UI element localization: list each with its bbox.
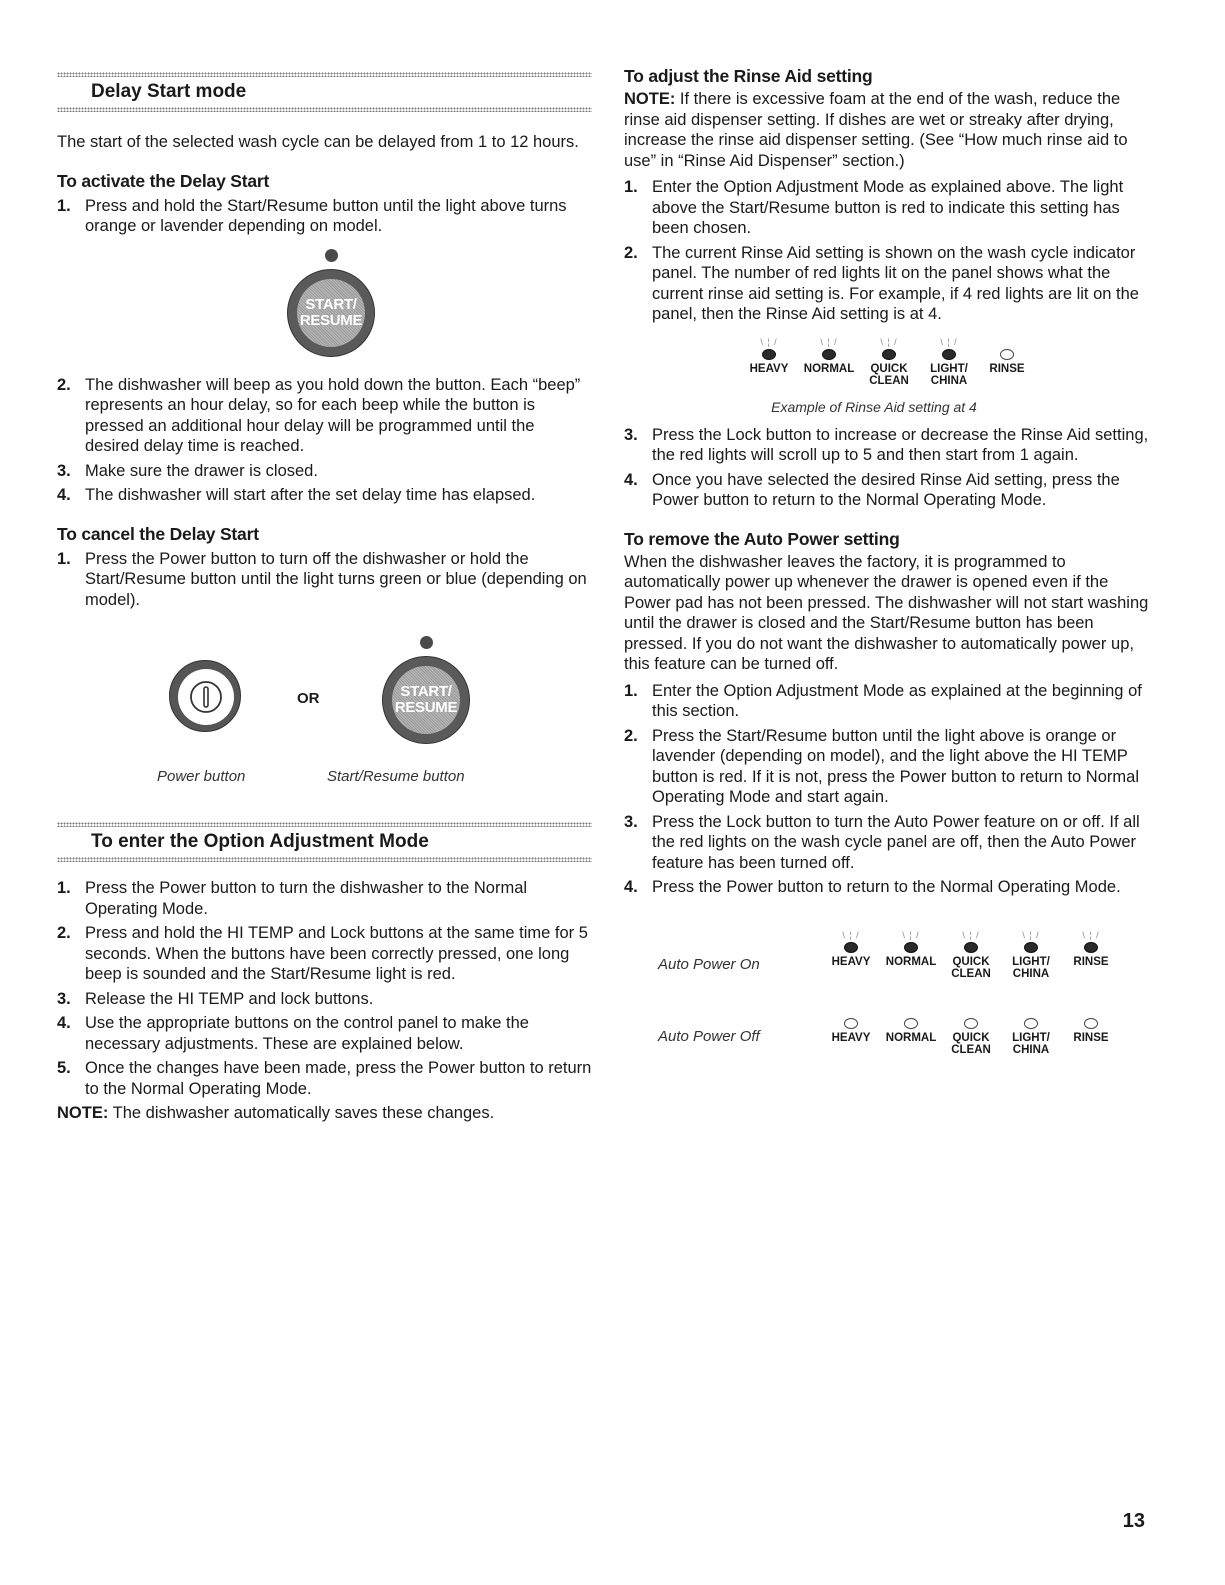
indicator-light-icon [844,942,858,953]
cancel-heading: To cancel the Delay Start [57,523,259,544]
auto-power-intro: When the dishwasher leaves the factory, it is programmed to automatically power up whenever the drawer is opened even if the Power pad has not been pressed. The dishwasher will not start washing until the drawer is closed and the Start/Resume button has been pressed. If you do not want the dishwasher to automatically power up, this feature can be turned off. [624,552,1149,673]
section-rule [57,107,592,112]
section-rule [57,822,592,827]
delay-start-heading: Delay Start mode [91,81,247,102]
rinse-steps-continued [624,425,1154,511]
indicator-light-icon [882,349,896,360]
page-number: 13 [1122,1510,1145,1532]
indicator-heavy: \ ¦ / HEAVY [831,929,871,968]
indicator-normal: \ ¦ / NORMAL [803,336,855,375]
delay-start-intro: The start of the selected wash cycle can be delayed from 1 to 12 hours. [57,133,579,151]
indicator-light-icon [822,349,836,360]
list-item: 5. Once the changes have been made, press the Power button to return to the Normal Operating Mode. [57,1059,592,1098]
start-resume-figure [287,249,592,359]
indicator-light-icon [1024,942,1038,953]
section-rule [57,72,592,77]
power-button-illustration [169,660,241,732]
list-item: 3. Make sure the drawer is closed. [57,461,318,480]
list-item: 1. Press the Power button to turn the dishwasher to the Normal Operating Mode. [57,879,528,918]
indicator-light-icon [964,942,978,953]
indicator-rinse: RINSE [972,335,1042,375]
list-item: 2. Press and hold the HI TEMP and Lock buttons at the same time for 5 seconds. When the buttons have been correctly pressed, one long beep is sounded and the Start/Resume light is red. [57,924,588,983]
indicator-light-icon [964,1018,978,1029]
auto-power-heading: To remove the Auto Power setting [624,528,900,549]
auto-power-steps [624,681,1154,898]
list-item: 4. The dishwasher will start after the set delay time has elapsed. [57,486,536,504]
list-item: 1. Enter the Option Adjustment Mode as explained above. The light above the Start/Resume button is red to indicate this setting has been chosen. [624,178,1124,237]
auto-power-on-label: Auto Power On [658,955,760,973]
right-column [624,0,1154,1080]
rinse-example-panel [734,335,1154,385]
indicator-quick-clean: \ ¦ / QUICK CLEAN [951,929,991,980]
indicator-light-icon [904,942,918,953]
indicator-normal: NORMAL [876,1004,946,1044]
indicator-light-icon [1084,1018,1098,1029]
list-item: 4. Press the Power button to return to the Normal Operating Mode. [624,878,1121,896]
indicator-light-china: LIGHT/ CHINA [996,1004,1066,1056]
auto-power-on-figure [624,928,1154,998]
indicator-light-icon [325,249,338,262]
indicator-light-icon [844,1018,858,1029]
indicator-heavy: \ ¦ / HEAVY [749,336,789,375]
start-resume-button-illustration: START/ RESUME [287,249,377,359]
auto-power-off-label: Auto Power Off [658,1027,760,1045]
list-item: 2. The dishwasher will beep as you hold down the button. Each “beep” represents an hour delay, so for each beep while the button is pressed an additional hour delay will be programmed until the desired delay time is reached. [57,375,581,455]
rinse-example-caption: Example of Rinse Aid setting at 4 [771,398,977,415]
option-mode-note: NOTE: The dishwasher automatically saves these changes. [57,1104,495,1122]
list-item: 2. The current Rinse Aid setting is shown on the wash cycle indicator panel. The number of red lights lit on the panel shows what the current rinse aid setting is. For example, if 4 red lights are lit on the panel, then the Rinse Aid setting is at 4. [624,243,1139,323]
indicator-light-china: \ ¦ / LIGHT/ CHINA [930,336,968,387]
option-mode-steps [57,878,592,1099]
cancel-figure [57,618,592,768]
list-item: 3. Press the Lock button to turn the Auto Power feature on or off. If all the red lights on the wash cycle panel are off, then the Auto Power feature has been turned off. [624,812,1140,872]
or-label: OR [297,690,320,707]
indicator-light-icon [1024,1018,1038,1029]
indicator-rinse: RINSE [1056,1004,1126,1044]
indicator-light-china: \ ¦ / LIGHT/ CHINA [1012,929,1050,980]
indicator-light-icon [942,349,956,360]
indicator-light-icon [1000,349,1014,360]
section-rule [57,857,592,862]
list-item: 1. Enter the Option Adjustment Mode as explained at the beginning of this section. [624,681,1142,720]
indicator-quick-clean: QUICK CLEAN [936,1004,1006,1056]
indicator-quick-clean: \ ¦ / QUICK CLEAN [869,336,909,387]
activate-heading: To activate the Delay Start [57,170,270,191]
activate-steps-continued [57,375,592,506]
indicator-heavy: HEAVY [816,1004,886,1044]
power-icon [189,680,223,714]
indicator-light-icon [1084,942,1098,953]
list-item: 3. Release the HI TEMP and lock buttons. [57,989,374,1008]
rinse-steps [624,177,1154,325]
indicator-light-icon [762,349,776,360]
indicator-light-icon [904,1018,918,1029]
list-item: 1. Press the Power button to turn off the dishwasher or hold the Start/Resume button until the light turns green or blue (depending on model). [57,549,587,609]
power-button-caption: Power button [157,768,246,785]
list-item: 4. Once you have selected the desired Rinse Aid setting, press the Power button to return to the Normal Operating Mode. [624,470,1120,509]
start-resume-caption: Start/Resume button [327,768,465,785]
start-resume-button-illustration: START/ RESUME [382,636,472,746]
auto-power-off-figure [624,1010,1154,1080]
left-column [57,0,592,1124]
option-mode-heading: To enter the Option Adjustment Mode [91,831,429,852]
rinse-heading: To adjust the Rinse Aid setting [624,66,873,86]
indicator-normal: \ ¦ / NORMAL [885,929,937,968]
activate-steps [57,196,592,237]
list-item: 2. Press the Start/Resume button until the light above is orange or lavender (depending on model), and the light above the HI TEMP button is red. If it is not, press the Power button to return to Normal Operating Mode and start again. [624,726,1139,806]
rinse-note: NOTE: If there is excessive foam at the end of the wash, reduce the rinse aid dispenser setting. If dishes are wet or streaky after drying, increase the rinse aid dispenser setting. (See “How much rinse aid to use” in “Rinse Aid Dispenser” section.) [624,90,1128,170]
list-item: 4. Use the appropriate buttons on the control panel to make the necessary adjustments. These are explained below. [57,1014,529,1053]
indicator-rinse: \ ¦ / RINSE [1073,929,1109,968]
list-item: 1. Press and hold the Start/Resume button until the light above turns orange or lavender depending on model. [57,196,567,235]
list-item: 3. Press the Lock button to increase or decrease the Rinse Aid setting, the red lights will scroll up to 5 and then start from 1 again. [624,425,1149,464]
cancel-steps [57,549,592,611]
indicator-light-icon [420,636,433,649]
